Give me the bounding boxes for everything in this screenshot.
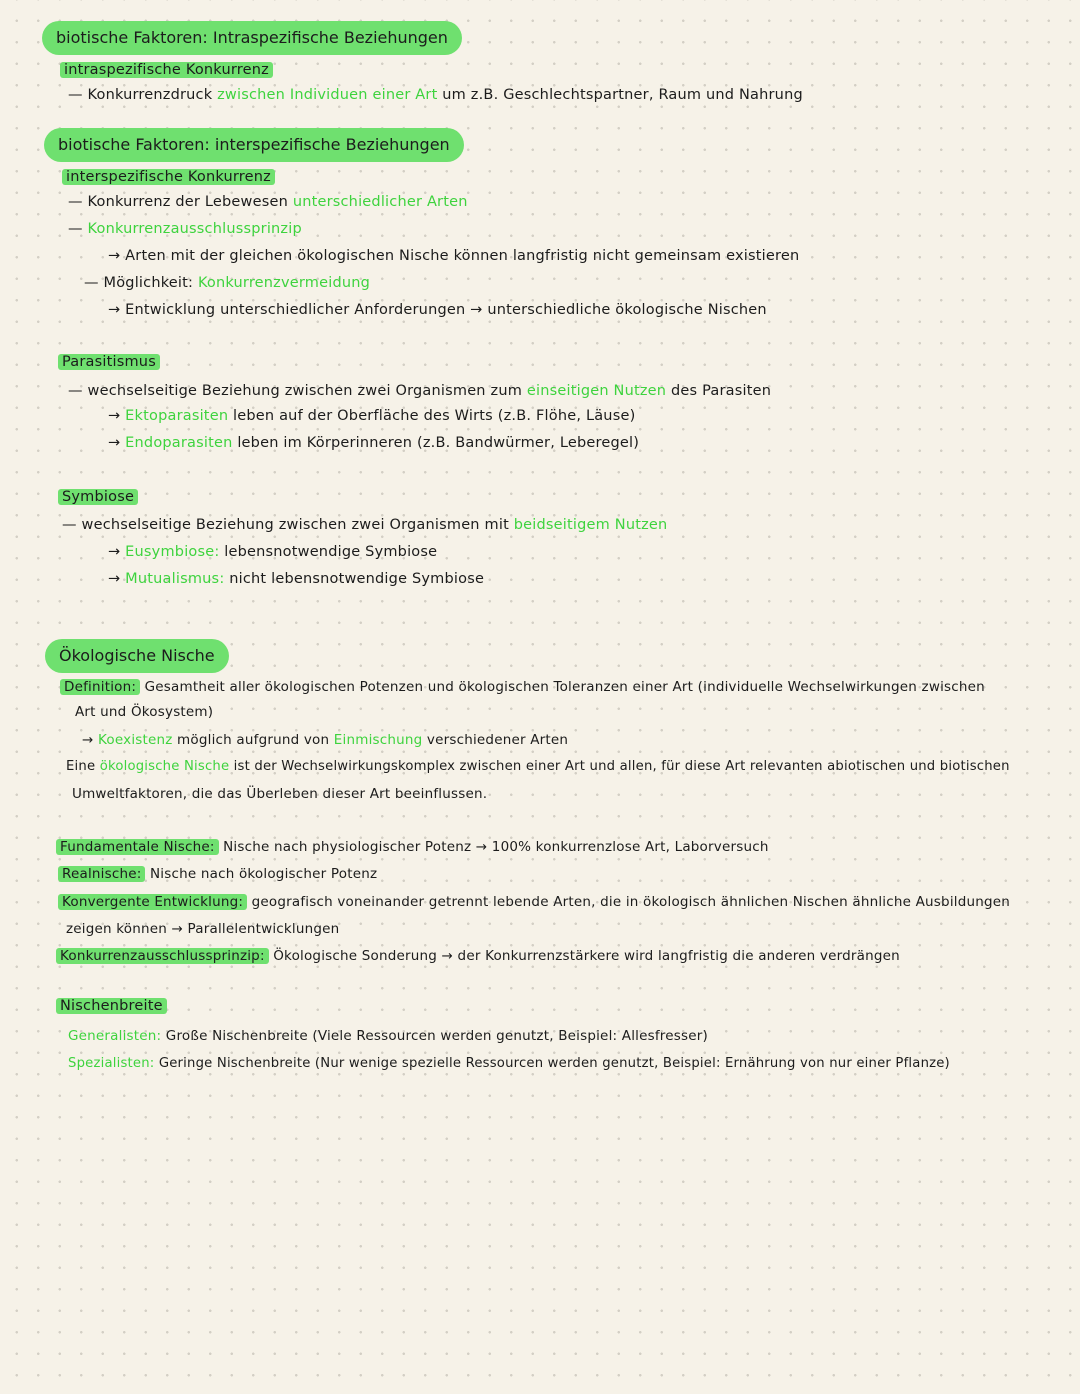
text: leben auf der Oberfläche des Wirts (z.B. Flöhe, Läuse) bbox=[233, 408, 636, 424]
konkurrenzausschlussprinzip bbox=[56, 945, 900, 967]
intra-line-1 bbox=[68, 84, 803, 106]
green-text: Einmischung bbox=[333, 732, 423, 748]
nische-erklaerung-2: Umweltfaktoren, die das Überleben dieser Art beeinflussen. bbox=[72, 786, 488, 802]
parasit-heading-row bbox=[58, 351, 160, 373]
symbiose-line-1 bbox=[62, 514, 667, 536]
text: um z.B. Geschlechtspartner, Raum und Nahrung bbox=[442, 87, 803, 103]
text: leben im Körperinneren (z.B. Bandwürmer, Leberegel) bbox=[237, 435, 640, 451]
green-text: unterschiedlicher Arten bbox=[292, 194, 468, 210]
fundamentale-nische bbox=[56, 836, 769, 858]
green-text: zwischen Individuen einer Art bbox=[217, 87, 438, 103]
symbiose-line-2 bbox=[108, 541, 437, 563]
generalisten bbox=[68, 1025, 708, 1047]
text: lebensnotwendige Symbiose bbox=[224, 544, 438, 560]
arrow: → bbox=[108, 408, 121, 424]
inter-sub-label: interspezifische Konkurrenz bbox=[62, 169, 275, 185]
text: Geringe Nischenbreite (Nur wenige spezielle Ressourcen werden genutzt, Beispiel: Ernährung von nur einer Pflanze) bbox=[158, 1056, 950, 1071]
inter-subheading bbox=[62, 166, 275, 188]
green-text: Generalisten: bbox=[68, 1028, 162, 1044]
text: ist der Wechselwirkungskomplex zwischen einer Art und allen, für diese Art relevanten abiotischen und biotischen bbox=[233, 759, 1010, 774]
term-label: Realnische: bbox=[58, 866, 145, 882]
parasit-heading: Parasitismus bbox=[58, 354, 160, 370]
nische-erklaerung-1 bbox=[66, 756, 1010, 778]
nische-koexistenz bbox=[82, 729, 568, 751]
text: nicht lebensnotwendige Symbiose bbox=[229, 571, 485, 587]
inter-line-1 bbox=[68, 191, 468, 213]
green-text: Endoparasiten bbox=[125, 435, 233, 451]
term-label: Konkurrenzausschlussprinzip: bbox=[56, 948, 269, 964]
intra-sub-label: intraspezifische Konkurrenz bbox=[60, 62, 273, 78]
text: des Parasiten bbox=[671, 383, 772, 399]
breite-heading-row bbox=[56, 995, 167, 1017]
text: Ökologische Sonderung → der Konkurrenzstärkere wird langfristig die anderen verdrängen bbox=[273, 948, 900, 964]
breite-heading: Nischenbreite bbox=[56, 998, 167, 1014]
green-text: Ektoparasiten bbox=[125, 408, 229, 424]
inter-line-5: → Entwicklung unterschiedlicher Anforderungen → unterschiedliche ökologische Nischen bbox=[108, 302, 767, 318]
text: Eine bbox=[66, 759, 96, 774]
inter-line-3: → Arten mit der gleichen ökologischen Nische können langfristig nicht gemeinsam existieren bbox=[108, 248, 800, 264]
green-text: Spezialisten: bbox=[68, 1056, 155, 1071]
text: Gesamtheit aller ökologischen Potenzen und ökologischen Toleranzen einer Art (individuelle Wechselwirkungen zwischen bbox=[144, 679, 985, 695]
text: — Konkurrenzdruck bbox=[68, 87, 213, 103]
inter-line-2 bbox=[68, 218, 302, 240]
green-text: Koexistenz bbox=[98, 732, 173, 748]
term-label: Fundamentale Nische: bbox=[56, 839, 219, 855]
text: Große Nischenbreite (Viele Ressourcen werden genutzt, Beispiel: Allesfresser) bbox=[165, 1028, 708, 1044]
def-label: Definition: bbox=[60, 679, 140, 695]
realnische bbox=[58, 863, 377, 885]
green-text: Eusymbiose: bbox=[125, 544, 220, 560]
green-text: ökologische Nische bbox=[99, 759, 230, 774]
arrow: → bbox=[108, 544, 121, 560]
text: verschiedener Arten bbox=[426, 732, 569, 748]
parasit-line-3 bbox=[108, 432, 639, 454]
text: — bbox=[68, 221, 83, 237]
intra-subheading bbox=[60, 59, 273, 81]
text: Nische nach physiologischer Potenz → 100% konkurrenzlose Art, Laborversuch bbox=[223, 839, 769, 855]
inter-heading: biotische Faktoren: interspezifische Beziehungen bbox=[44, 128, 464, 162]
text: — Möglichkeit: bbox=[84, 275, 194, 291]
green-text: Konkurrenzausschlussprinzip bbox=[87, 221, 302, 237]
text: Nische nach ökologischer Potenz bbox=[149, 866, 378, 882]
text: — wechselseitige Beziehung zwischen zwei Organismen zum bbox=[68, 383, 523, 399]
nische-def-2: Art und Ökosystem) bbox=[75, 704, 214, 720]
parasit-line-2 bbox=[108, 405, 635, 427]
inter-line-4 bbox=[84, 272, 370, 294]
green-text: beidseitigem Nutzen bbox=[513, 517, 668, 533]
symbiose-heading-row bbox=[58, 486, 138, 508]
symbiose-heading: Symbiose bbox=[58, 489, 138, 505]
arrow: → bbox=[108, 435, 121, 451]
green-text: Konkurrenzvermeidung bbox=[197, 275, 371, 291]
konvergente-entwicklung-2: zeigen können → Parallelentwicklungen bbox=[66, 921, 340, 937]
arrow: → bbox=[82, 732, 94, 748]
parasit-line-1 bbox=[68, 380, 771, 402]
symbiose-line-3 bbox=[108, 568, 484, 590]
konvergente-entwicklung bbox=[58, 891, 1010, 913]
text: — wechselseitige Beziehung zwischen zwei Organismen mit bbox=[62, 517, 509, 533]
green-text: einseitigen Nutzen bbox=[526, 383, 667, 399]
arrow: → bbox=[108, 571, 121, 587]
nische-heading: Ökologische Nische bbox=[45, 639, 229, 673]
text: — Konkurrenz der Lebewesen bbox=[68, 194, 288, 210]
term-label: Konvergente Entwicklung: bbox=[58, 894, 247, 910]
spezialisten bbox=[68, 1053, 950, 1075]
text: möglich aufgrund von bbox=[177, 732, 330, 748]
green-text: Mutualismus: bbox=[125, 571, 225, 587]
text: geografisch voneinander getrennt lebende Arten, die in ökologisch ähnlichen Nischen ähnliche Ausbildungen bbox=[251, 894, 1011, 910]
nische-def-1 bbox=[60, 676, 985, 698]
intra-heading: biotische Faktoren: Intraspezifische Beziehungen bbox=[42, 21, 462, 55]
